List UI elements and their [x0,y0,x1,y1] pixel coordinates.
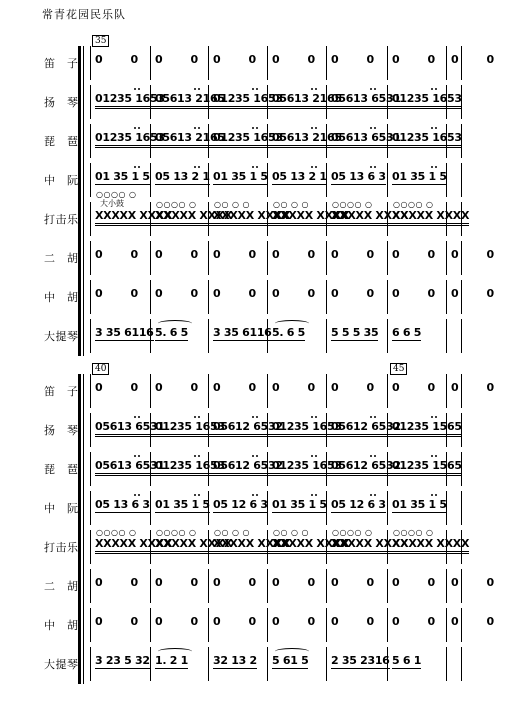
measure-notes: XXXXX XXXX [331,209,408,226]
measure-notes: 01235 1653 [155,420,225,437]
page-title: 常青花园民乐队 [42,8,126,21]
measure-notes: 0 0 [95,287,151,300]
measure-notes: 0 0 [95,381,151,394]
measure-notes: 05612 6532 [213,420,283,437]
barline [90,530,91,564]
barline [387,46,388,80]
measure-notes: XXXXX XXXX [272,537,349,554]
measure-notes: XXXXX XXXX [213,209,290,226]
slur-mark [275,648,309,655]
instrument-name: 大提琴 [44,330,78,343]
octave-dot [194,166,196,168]
barline [90,280,91,314]
measure-notes: 0 0 [451,576,506,589]
octave-dot [374,166,376,168]
staff-row [0,489,500,527]
instrument-name: 中胡 [44,291,78,304]
barline [387,374,388,408]
octave-dot [370,494,372,496]
measure-notes: 05613 6531 [331,92,401,109]
measure-notes: 01235 1565 [392,420,462,437]
measure-notes: 05613 6531 [95,459,165,476]
octave-dot [194,127,196,129]
measure-notes: 0 0 [155,615,211,628]
measure-notes: 05613 6531 [331,131,401,148]
octave-dot [252,166,254,168]
barline [90,569,91,603]
measure-notes: 0 0 [331,248,387,261]
measure-notes: XXXXX XXXX [272,209,349,226]
octave-dot [256,166,258,168]
barline [387,241,388,275]
barline [90,608,91,642]
percussion-marks: ○○ ○ ○ [214,528,251,537]
octave-dot [435,127,437,129]
measure-notes: 3 35 6116 [213,326,272,339]
slur-mark [158,320,192,327]
barline [150,647,151,681]
barline [90,413,91,447]
measure-notes: 05612 6532 [213,459,283,476]
measure-notes: 0 0 [272,248,328,261]
barline [150,491,151,525]
measure-notes: 0 0 [155,248,211,261]
percussion-marks: ○○○○ ○ [96,528,137,537]
octave-dot [134,416,136,418]
measure-notes: 5. 6 5 [155,326,188,339]
measure-notes: 2 35 2316 [331,654,390,667]
measure-notes: XXXXX XXXX [95,209,172,226]
barline [387,491,388,525]
percussion-marks: ○○○○ ○ [156,528,197,537]
octave-dot [138,455,140,457]
measure-notes: 01 35 1 5 [155,498,210,511]
measure-notes: 0 0 [95,248,151,261]
octave-dot [315,166,317,168]
measure-notes: 05 13 6 3 [331,170,386,183]
measure-notes: 0 0 [392,53,448,66]
barline [446,647,447,681]
octave-dot [138,494,140,496]
octave-dot [138,127,140,129]
measure-notes: 0 0 [95,615,151,628]
measure-notes: 32 13 2 [213,654,257,667]
octave-dot [256,455,258,457]
octave-dot [138,416,140,418]
staff-row [0,411,500,449]
staff-row [0,44,506,82]
measure-number: 45 [390,363,407,375]
staff-row [0,567,506,605]
octave-dot [198,127,200,129]
barline [90,491,91,525]
percussion-marks: ○○○○ ○ [96,190,137,199]
percussion-marks: ○○○○ ○ [332,528,373,537]
octave-dot [315,88,317,90]
measure-notes: 0 0 [272,287,328,300]
measure-notes: 0 0 [155,576,211,589]
measure-notes: 0 0 [272,53,328,66]
percussion-label: 大小鼓 [100,199,124,208]
measure-notes: 0 0 [451,53,506,66]
staff-row [0,278,506,316]
barline [90,374,91,408]
octave-dot [194,88,196,90]
measure-notes: XXXXX XXXX [331,537,408,554]
measure-notes: 0 0 [392,381,448,394]
measure-notes: 01235 1653 [155,459,225,476]
octave-dot [198,166,200,168]
measure-notes: XXXXX XXXX [213,537,290,554]
octave-dot [252,455,254,457]
measure-notes: XXXXX XXXX [95,537,172,554]
instrument-name: 笛子 [44,385,78,398]
barline [461,647,462,681]
octave-dot [435,88,437,90]
measure-notes: 0 0 [272,576,328,589]
octave-dot [431,416,433,418]
measure-notes: 0 0 [451,381,506,394]
measure-notes: 01235 1653 [95,131,165,148]
measure-notes: 0 0 [331,576,387,589]
octave-dot [256,88,258,90]
octave-dot [435,416,437,418]
octave-dot [134,494,136,496]
octave-dot [138,166,140,168]
measure-notes: 01235 1565 [392,459,462,476]
octave-dot [134,455,136,457]
percussion-marks: ○○○○ ○ [393,528,434,537]
octave-dot [435,494,437,496]
measure-notes: XXXXX XXXX [155,537,232,554]
measure-notes: 01235 1653 [272,420,342,437]
measure-notes: 01235 1653 [213,92,283,109]
measure-notes: 0 0 [331,287,387,300]
measure-notes: 05 13 2 1 [155,170,210,183]
octave-dot [252,88,254,90]
measure-notes: 0 0 [272,381,328,394]
barline [446,319,447,353]
measure-notes: 0 0 [392,576,448,589]
measure-notes: 0 0 [392,615,448,628]
measure-notes: 05613 2165 [155,92,225,109]
measure-notes: 0 0 [213,248,269,261]
octave-dot [370,166,372,168]
measure-notes: 0 0 [451,248,506,261]
score-system [0,36,506,360]
barline [150,46,151,80]
measure-notes: 0 0 [331,615,387,628]
slur-mark [158,648,192,655]
measure-notes: 0 0 [213,53,269,66]
instrument-name: 大提琴 [44,658,78,671]
barline [150,569,151,603]
measure-notes: 01235 1653 [95,92,165,109]
octave-dot [198,88,200,90]
octave-dot [134,88,136,90]
measure-notes: 05613 6531 [95,420,165,437]
measure-notes: 0 0 [272,615,328,628]
instrument-name: 扬琴 [44,96,78,109]
measure-notes: 0 0 [451,287,506,300]
measure-notes: 05613 2165 [272,131,342,148]
octave-dot [431,494,433,496]
staff-row [0,83,500,121]
octave-dot [311,166,313,168]
percussion-marks: ○○ ○ ○ [273,200,310,209]
octave-dot [370,127,372,129]
measure-notes: 0 0 [213,576,269,589]
octave-dot [431,166,433,168]
barline [90,319,91,353]
measure-notes: 0 0 [451,615,506,628]
measure-notes: 5. 6 5 [272,326,305,339]
staff-row [0,372,506,410]
measure-notes: 0 0 [155,287,211,300]
measure-notes: 3 23 5 32 [95,654,150,667]
octave-dot [435,455,437,457]
measure-number: 35 [92,35,109,47]
barline [150,608,151,642]
octave-dot [431,127,433,129]
measure-notes: XXXXX XXXX [392,537,469,554]
measure-notes: 5 61 5 [272,654,309,667]
staff-row [0,317,500,355]
octave-dot [194,455,196,457]
octave-dot [374,127,376,129]
barline [90,46,91,80]
octave-dot [256,127,258,129]
instrument-name: 笛子 [44,57,78,70]
barline [90,241,91,275]
measure-notes: 1. 2 1 [155,654,188,667]
octave-dot [370,416,372,418]
octave-dot [435,166,437,168]
octave-dot [374,455,376,457]
octave-dot [311,494,313,496]
measure-notes: 0 0 [331,381,387,394]
measure-notes: 0 0 [213,287,269,300]
score-system [0,364,506,688]
instrument-name: 打击乐 [44,541,78,554]
octave-dot [315,494,317,496]
barline [150,241,151,275]
staff-row [0,606,506,644]
octave-dot [194,416,196,418]
octave-dot [198,455,200,457]
instrument-name: 琵琶 [44,135,78,148]
barline [326,647,327,681]
octave-dot [198,494,200,496]
octave-dot [198,416,200,418]
barline [267,647,268,681]
measure-notes: 05612 6532 [331,420,401,437]
octave-dot [315,416,317,418]
measure-number: 40 [92,363,109,375]
octave-dot [311,416,313,418]
staff-row [0,450,500,488]
barline [208,319,209,353]
measure-notes: 5 6 1 [392,654,422,667]
barline [387,280,388,314]
barline [90,647,91,681]
barline [461,163,462,197]
measure-notes: 01235 1653 [272,459,342,476]
barline [387,608,388,642]
barline [461,491,462,525]
barline [208,647,209,681]
percussion-marks: ○○ ○ ○ [214,200,251,209]
measure-notes: 01235 1653 [213,131,283,148]
barline [387,163,388,197]
staff-row [0,161,500,199]
octave-dot [252,494,254,496]
barline [90,124,91,158]
measure-notes: 05613 2165 [272,92,342,109]
measure-notes: 01 35 1 5 [392,498,447,511]
measure-notes: XXXXX XXXX [392,209,469,226]
octave-dot [194,494,196,496]
instrument-name: 打击乐 [44,213,78,226]
octave-dot [252,127,254,129]
instrument-name: 中阮 [44,174,78,187]
barline [150,163,151,197]
octave-dot [256,494,258,496]
measure-notes: 01235 1653 [392,131,462,148]
measure-notes: 01 35 1 5 [213,170,268,183]
barline [90,163,91,197]
instrument-name: 琵琶 [44,463,78,476]
measure-notes: 01 35 1 5 [392,170,447,183]
measure-notes: 5 5 5 35 [331,326,379,339]
octave-dot [134,166,136,168]
octave-dot [256,416,258,418]
barline [90,202,91,236]
instrument-name: 二胡 [44,580,78,593]
measure-notes: 0 0 [95,53,151,66]
measure-notes: 05613 2165 [155,131,225,148]
measure-notes: 01 35 1 5 [272,498,327,511]
measure-notes: 0 0 [213,381,269,394]
octave-dot [374,494,376,496]
octave-dot [311,127,313,129]
octave-dot [374,416,376,418]
staff-row [0,122,500,160]
slur-mark [275,320,309,327]
measure-notes: XXXXX XXXX [155,209,232,226]
octave-dot [311,88,313,90]
measure-notes: 6 6 5 [392,326,422,339]
barline [90,85,91,119]
measure-notes: 05 13 2 1 [272,170,327,183]
measure-notes: 3 35 6116 [95,326,154,339]
measure-notes: 05 12 6 3 [331,498,386,511]
octave-dot [315,455,317,457]
barline [387,569,388,603]
staff-row [0,190,500,238]
measure-notes: 0 0 [331,53,387,66]
octave-dot [252,416,254,418]
measure-notes: 0 0 [213,615,269,628]
octave-dot [134,127,136,129]
octave-dot [431,455,433,457]
octave-dot [370,88,372,90]
measure-notes: 0 0 [392,248,448,261]
barline [326,319,327,353]
octave-dot [431,88,433,90]
staff-row [0,239,506,277]
barline [150,374,151,408]
measure-notes: 0 0 [95,576,151,589]
octave-dot [138,88,140,90]
instrument-name: 中胡 [44,619,78,632]
instrument-name: 二胡 [44,252,78,265]
staff-row [0,645,500,683]
measure-notes: 05 12 6 3 [213,498,268,511]
barline [150,280,151,314]
staff-row [0,528,500,566]
measure-notes: 0 0 [392,287,448,300]
instrument-name: 中阮 [44,502,78,515]
instrument-name: 扬琴 [44,424,78,437]
measure-notes: 05 13 6 3 [95,498,150,511]
measure-notes: 01235 1653 [392,92,462,109]
percussion-marks: ○○ ○ ○ [273,528,310,537]
measure-notes: 01 35 1 5 [95,170,150,183]
barline [387,319,388,353]
percussion-marks: ○○○○ ○ [393,200,434,209]
barline [90,452,91,486]
barline [461,319,462,353]
measure-notes: 0 0 [155,53,211,66]
percussion-marks: ○○○○ ○ [332,200,373,209]
percussion-marks: ○○○○ ○ [156,200,197,209]
measure-notes: 05612 6532 [331,459,401,476]
octave-dot [374,88,376,90]
octave-dot [370,455,372,457]
octave-dot [315,127,317,129]
measure-notes: 0 0 [155,381,211,394]
octave-dot [311,455,313,457]
